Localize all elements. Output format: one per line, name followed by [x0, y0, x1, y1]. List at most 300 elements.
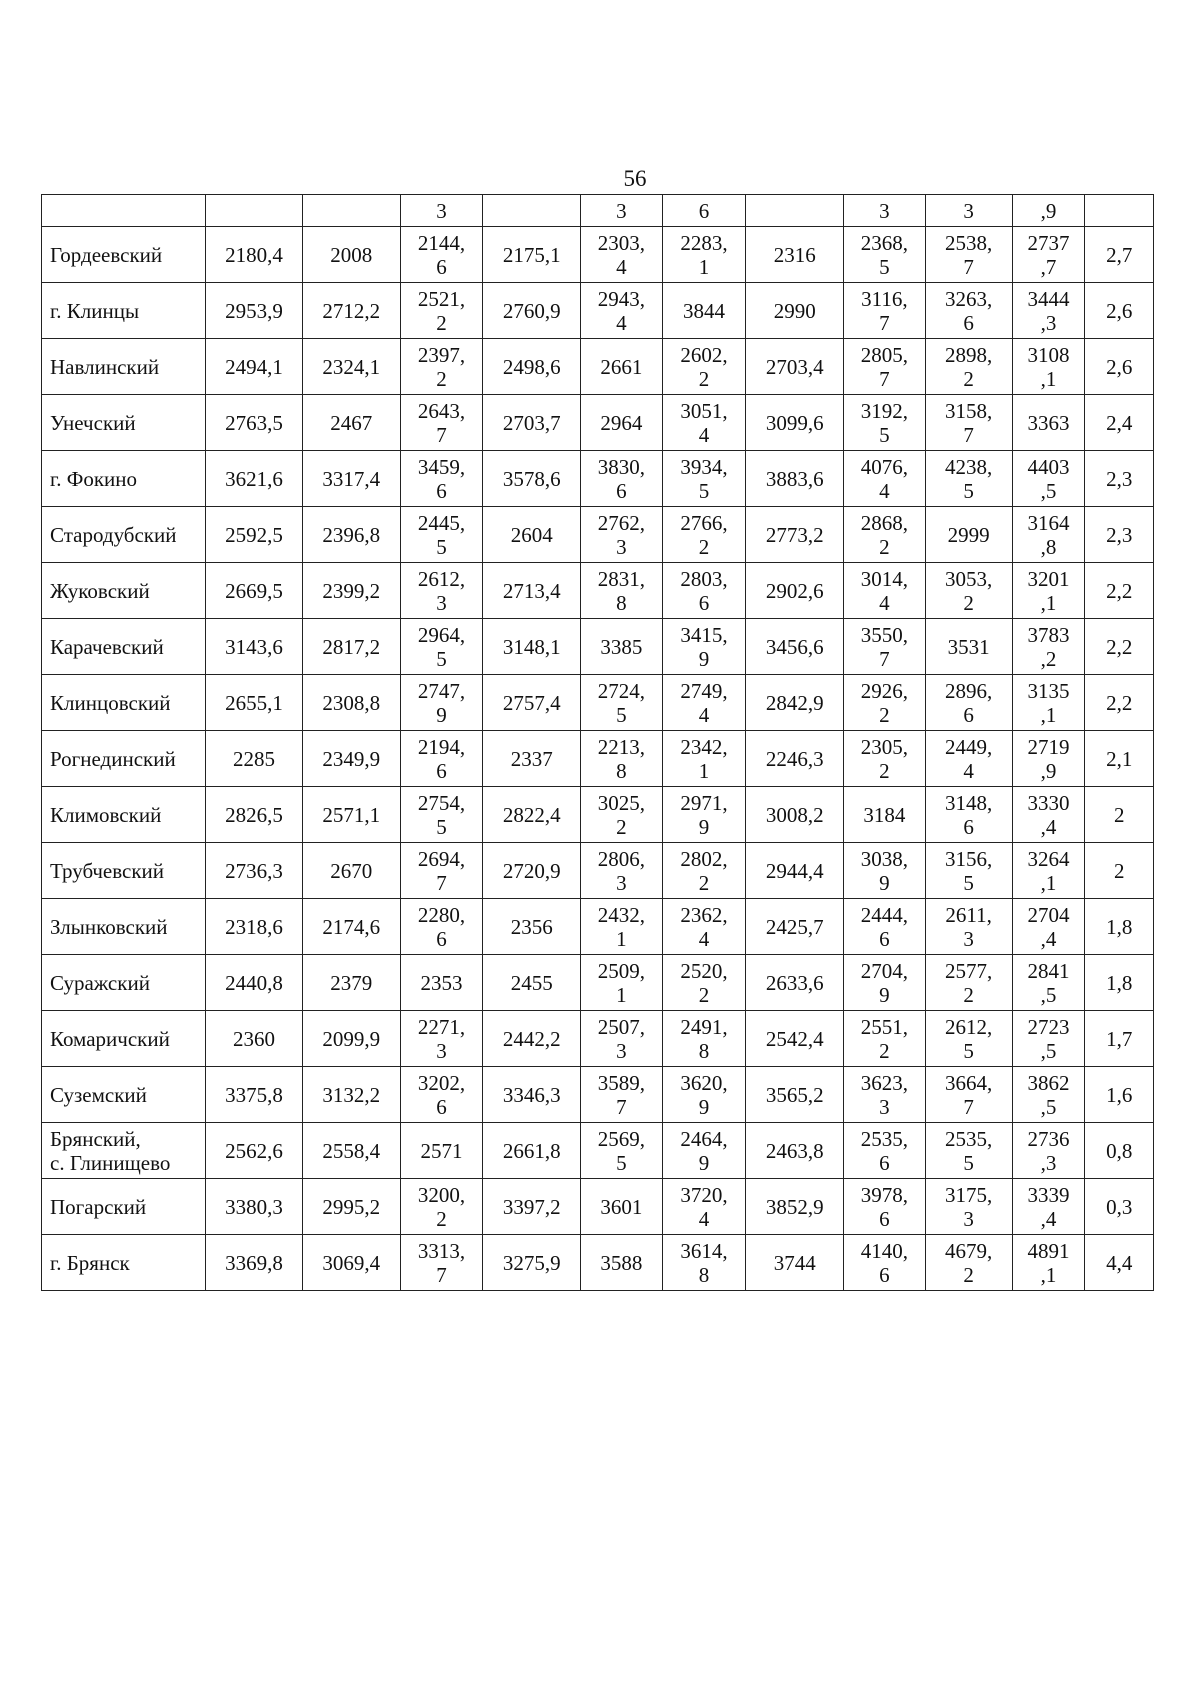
cell-line-2: 6: [963, 702, 974, 727]
value-cell: [844, 339, 926, 395]
value-cell: [581, 283, 663, 339]
value-cell: 2316: [746, 227, 844, 283]
cell-line-1: 3156,: [945, 846, 993, 871]
district-name: Трубчевский: [42, 843, 206, 899]
cell-line-2: ,5: [1040, 1094, 1057, 1119]
cell-line-2: 3: [963, 926, 974, 951]
cell-line-1: 2521,: [417, 286, 466, 311]
value-cell: [581, 451, 663, 507]
value-cell: [662, 1235, 746, 1291]
value-cell: [581, 899, 663, 955]
value-cell: [925, 563, 1012, 619]
value-cell: [844, 507, 926, 563]
cell-line-2: 3: [436, 590, 447, 615]
cell-line-1: 2841: [1027, 958, 1070, 983]
cell-line-1: 2491,: [680, 1014, 728, 1039]
cell-line-2: 2: [698, 366, 710, 391]
value-cell: 0,3: [1085, 1179, 1154, 1235]
value-cell: 2712,2: [302, 283, 400, 339]
header-cell-10: ,9: [1012, 195, 1085, 227]
cell-line-2: ,4: [1040, 814, 1057, 839]
value-cell: [400, 339, 483, 395]
value-cell: 2,2: [1085, 675, 1154, 731]
cell-line-2: 1: [616, 982, 627, 1007]
cell-line-2: ,7: [1040, 254, 1057, 279]
value-cell: [925, 1235, 1012, 1291]
value-cell: 2542,4: [746, 1011, 844, 1067]
cell-line-1: 3783: [1027, 622, 1070, 647]
value-cell: 3588: [581, 1235, 663, 1291]
cell-line-1: 2754,: [417, 790, 466, 815]
header-cell-5: 3: [581, 195, 663, 227]
value-cell: [844, 395, 926, 451]
value-cell: 2349,9: [302, 731, 400, 787]
value-cell: 2,3: [1085, 507, 1154, 563]
cell-line-2: 7: [436, 1262, 447, 1287]
value-cell: 3363: [1012, 395, 1085, 451]
value-cell: [925, 1067, 1012, 1123]
value-cell: [1012, 731, 1085, 787]
cell-line-2: 6: [963, 814, 974, 839]
cell-line-2: 7: [879, 366, 890, 391]
value-cell: 3148,1: [483, 619, 581, 675]
cell-line-2: 7: [879, 646, 890, 671]
cell-line-1: 2896,: [945, 678, 993, 703]
value-cell: [581, 787, 663, 843]
value-cell: 2,4: [1085, 395, 1154, 451]
value-cell: 2661: [581, 339, 663, 395]
cell-line-2: 4: [698, 1206, 710, 1231]
cell-line-2: 9: [698, 1150, 710, 1175]
value-cell: [925, 227, 1012, 283]
cell-line-1: 3862: [1027, 1070, 1070, 1095]
value-cell: 2,2: [1085, 619, 1154, 675]
value-cell: 2562,6: [206, 1123, 303, 1179]
value-cell: 2902,6: [746, 563, 844, 619]
table-row: [42, 787, 1154, 843]
district-name: Суражский: [42, 955, 206, 1011]
cell-line-2: 7: [963, 1094, 974, 1119]
cell-line-1: 2964,: [417, 622, 466, 647]
value-cell: [581, 507, 663, 563]
district-name: г. Клинцы: [42, 283, 206, 339]
cell-line-1: 3148,: [945, 790, 993, 815]
table-row: [42, 507, 1154, 563]
value-cell: [662, 675, 746, 731]
cell-line-1: 4076,: [860, 454, 909, 479]
value-cell: 2817,2: [302, 619, 400, 675]
value-cell: [400, 1011, 483, 1067]
value-cell: 2822,4: [483, 787, 581, 843]
value-cell: 2703,4: [746, 339, 844, 395]
value-cell: 2494,1: [206, 339, 303, 395]
cell-line-2: ,1: [1040, 702, 1057, 727]
value-cell: 2703,7: [483, 395, 581, 451]
cell-line-2: 6: [436, 926, 447, 951]
cell-line-2: ,1: [1040, 1262, 1057, 1287]
value-cell: [662, 787, 746, 843]
value-cell: [1012, 955, 1085, 1011]
cell-line-1: 3038,: [860, 846, 909, 871]
value-cell: [1012, 1123, 1085, 1179]
value-cell: [925, 731, 1012, 787]
cell-line-1: 4891: [1027, 1238, 1070, 1263]
cell-line-2: 3: [616, 870, 627, 895]
cell-line-2: 8: [616, 590, 627, 615]
cell-line-1: 2368,: [860, 230, 909, 255]
district-name: г. Фокино: [42, 451, 206, 507]
value-cell: [400, 451, 483, 507]
value-cell: [400, 1067, 483, 1123]
district-name: Суземский: [42, 1067, 206, 1123]
cell-line-2: 5: [963, 870, 974, 895]
value-cell: 3275,9: [483, 1235, 581, 1291]
value-cell: 2763,5: [206, 395, 303, 451]
cell-line-1: 2762,: [597, 510, 645, 535]
cell-line-2: 2: [879, 702, 890, 727]
cell-line-1: 4679,: [945, 1238, 993, 1263]
cell-line-2: 5: [616, 1150, 627, 1175]
cell-line-1: 2551,: [860, 1014, 909, 1039]
cell-line-1: 2194,: [417, 734, 466, 759]
value-cell: 3069,4: [302, 1235, 400, 1291]
value-cell: [925, 339, 1012, 395]
value-cell: 2: [1085, 787, 1154, 843]
header-cell-1: [206, 195, 303, 227]
cell-line-1: 2144,: [417, 230, 466, 255]
value-cell: [1012, 899, 1085, 955]
cell-line-2: 7: [616, 1094, 627, 1119]
value-cell: [400, 787, 483, 843]
header-cell-6: 6: [662, 195, 746, 227]
cell-line-2: 9: [879, 870, 890, 895]
cell-line-1: 3459,: [417, 454, 466, 479]
cell-line-2: 4: [616, 254, 627, 279]
value-cell: 3531: [925, 619, 1012, 675]
cell-line-1: 2303,: [597, 230, 645, 255]
value-cell: [662, 451, 746, 507]
value-cell: 2736,3: [206, 843, 303, 899]
cell-line-2: 7: [879, 310, 890, 335]
cell-line-2: 6: [436, 254, 447, 279]
cell-line-1: 3158,: [945, 398, 993, 423]
value-cell: [581, 563, 663, 619]
cell-line-1: 2397,: [417, 342, 466, 367]
cell-line-1: 2803,: [680, 566, 728, 591]
cell-line-1: 2569,: [597, 1126, 645, 1151]
value-cell: 2999: [925, 507, 1012, 563]
value-cell: [844, 563, 926, 619]
table-row: [42, 731, 1154, 787]
value-cell: [1012, 1011, 1085, 1067]
cell-line-2: 2: [879, 534, 890, 559]
cell-line-2: 2: [963, 982, 974, 1007]
value-cell: 3143,6: [206, 619, 303, 675]
cell-line-2: 4: [616, 310, 627, 335]
value-cell: 3456,6: [746, 619, 844, 675]
cell-line-1: 3116,: [861, 286, 908, 311]
cell-line-1: 3025,: [597, 790, 645, 815]
value-cell: [1012, 1179, 1085, 1235]
cell-line-2: 6: [698, 590, 710, 615]
value-cell: 3565,2: [746, 1067, 844, 1123]
cell-line-2: 7: [436, 870, 447, 895]
cell-line-2: 4: [698, 422, 710, 447]
value-cell: 2,2: [1085, 563, 1154, 619]
header-row: [42, 195, 1154, 227]
cell-line-2: 5: [963, 1038, 974, 1063]
cell-line-1: 3978,: [860, 1182, 909, 1207]
value-cell: 3132,2: [302, 1067, 400, 1123]
table-row: [42, 843, 1154, 899]
table-row: [42, 563, 1154, 619]
value-cell: [662, 1011, 746, 1067]
cell-line-2: 2: [698, 870, 710, 895]
cell-line-1: 4140,: [860, 1238, 909, 1263]
value-cell: 2953,9: [206, 283, 303, 339]
cell-line-2: 6: [879, 1206, 890, 1231]
cell-line-2: 3: [963, 1206, 974, 1231]
value-cell: [581, 1123, 663, 1179]
value-cell: [925, 1011, 1012, 1067]
header-cell-3: 3: [400, 195, 483, 227]
cell-line-1: 2747,: [417, 678, 466, 703]
cell-line-1: 3202,: [417, 1070, 466, 1095]
value-cell: [1012, 1067, 1085, 1123]
table-row: [42, 1067, 1154, 1123]
cell-line-1: 2643,: [417, 398, 466, 423]
value-cell: [400, 731, 483, 787]
cell-line-1: 2704: [1027, 902, 1070, 927]
value-cell: 2174,6: [302, 899, 400, 955]
cell-line-2: 7: [436, 422, 447, 447]
value-cell: 2757,4: [483, 675, 581, 731]
cell-line-2: 9: [879, 982, 890, 1007]
cell-line-2: 8: [698, 1262, 710, 1287]
cell-line-1: 2612,: [417, 566, 466, 591]
district-name: Стародубский: [42, 507, 206, 563]
district-name: Комаричский: [42, 1011, 206, 1067]
cell-line-1: 2342,: [680, 734, 728, 759]
table-row: [42, 619, 1154, 675]
value-cell: 2442,2: [483, 1011, 581, 1067]
district-name: Климовский: [42, 787, 206, 843]
district-name: Карачевский: [42, 619, 206, 675]
cell-line-2: 2: [879, 1038, 890, 1063]
cell-line-2: 2: [963, 366, 974, 391]
page-number: 56: [623, 166, 647, 191]
value-cell: 2842,9: [746, 675, 844, 731]
cell-line-1: 2766,: [680, 510, 728, 535]
cell-line-1: 3589,: [597, 1070, 645, 1095]
cell-line-2: 5: [616, 702, 627, 727]
cell-line-2: 3: [616, 534, 627, 559]
value-cell: 3184: [844, 787, 926, 843]
value-cell: 2318,6: [206, 899, 303, 955]
value-cell: [400, 675, 483, 731]
value-cell: [925, 283, 1012, 339]
cell-line-1: 3135: [1027, 678, 1070, 703]
district-name: Гордеевский: [42, 227, 206, 283]
cell-line-2: ,1: [1040, 870, 1057, 895]
cell-line-2: ,8: [1040, 534, 1057, 559]
cell-line-1: 3313,: [417, 1238, 466, 1263]
cell-line-2: ,9: [1040, 758, 1057, 783]
table-body: [42, 195, 1154, 1291]
value-cell: 2356: [483, 899, 581, 955]
value-cell: [662, 955, 746, 1011]
value-cell: [1012, 227, 1085, 283]
cell-line-1: 3192,: [860, 398, 909, 423]
cell-line-2: 6: [616, 478, 627, 503]
cell-line-2: 7: [963, 422, 974, 447]
value-cell: [925, 675, 1012, 731]
cell-line-1: 2612,: [945, 1014, 993, 1039]
cell-line-2: ,1: [1040, 366, 1057, 391]
value-cell: 2099,9: [302, 1011, 400, 1067]
cell-line-2: 5: [436, 646, 447, 671]
value-cell: [844, 1011, 926, 1067]
value-cell: 2396,8: [302, 507, 400, 563]
cell-line-1: 3550,: [860, 622, 909, 647]
cell-line-1: 3263,: [945, 286, 993, 311]
value-cell: [581, 227, 663, 283]
cell-line-1: 4403: [1027, 454, 1070, 479]
cell-line-1: 2602,: [680, 342, 728, 367]
value-cell: [662, 1123, 746, 1179]
value-cell: 2425,7: [746, 899, 844, 955]
cell-line-1: 2449,: [945, 734, 993, 759]
value-cell: 3578,6: [483, 451, 581, 507]
value-cell: 3369,8: [206, 1235, 303, 1291]
cell-line-1: 2737: [1027, 230, 1070, 255]
value-cell: 3397,2: [483, 1179, 581, 1235]
cell-line-2: 4: [963, 758, 974, 783]
value-cell: 3099,6: [746, 395, 844, 451]
cell-line-2: 1: [616, 926, 627, 951]
value-cell: 3317,4: [302, 451, 400, 507]
value-cell: 2558,4: [302, 1123, 400, 1179]
value-cell: [925, 899, 1012, 955]
value-cell: [1012, 843, 1085, 899]
cell-line-1: 2280,: [417, 902, 466, 927]
cell-line-2: 6: [436, 478, 447, 503]
cell-line-1: 3200,: [417, 1182, 466, 1207]
cell-line-1: 2445,: [417, 510, 466, 535]
value-cell: 3380,3: [206, 1179, 303, 1235]
value-cell: 2944,4: [746, 843, 844, 899]
cell-line-2: ,4: [1040, 926, 1057, 951]
cell-line-1: 2802,: [680, 846, 728, 871]
cell-line-2: 6: [879, 1262, 890, 1287]
value-cell: 2,3: [1085, 451, 1154, 507]
value-cell: 2990: [746, 283, 844, 339]
value-cell: [1012, 283, 1085, 339]
cell-line-2: 2: [879, 758, 890, 783]
cell-line-1: 3164: [1027, 510, 1070, 535]
district-name: Жуковский: [42, 563, 206, 619]
cell-line-1: 3108: [1027, 342, 1070, 367]
value-cell: 3601: [581, 1179, 663, 1235]
value-cell: 2571: [400, 1123, 483, 1179]
value-cell: 2337: [483, 731, 581, 787]
district-name: Злынковский: [42, 899, 206, 955]
cell-line-2: 3: [436, 1038, 447, 1063]
value-cell: 2379: [302, 955, 400, 1011]
cell-line-1: Брянский,: [50, 1126, 141, 1151]
value-cell: 2360: [206, 1011, 303, 1067]
value-cell: [1012, 675, 1085, 731]
value-cell: 0,8: [1085, 1123, 1154, 1179]
table-row: [42, 899, 1154, 955]
cell-line-1: 2806,: [597, 846, 645, 871]
value-cell: 3621,6: [206, 451, 303, 507]
cell-line-1: 2538,: [945, 230, 993, 255]
cell-line-2: 5: [963, 478, 974, 503]
value-cell: 2760,9: [483, 283, 581, 339]
value-cell: 2463,8: [746, 1123, 844, 1179]
cell-line-2: 4: [698, 702, 710, 727]
value-cell: [662, 731, 746, 787]
value-cell: 2964: [581, 395, 663, 451]
value-cell: 2571,1: [302, 787, 400, 843]
cell-line-1: 2694,: [417, 846, 466, 871]
value-cell: [662, 1179, 746, 1235]
district-name: Погарский: [42, 1179, 206, 1235]
header-cell-8: 3: [844, 195, 926, 227]
value-cell: 2455: [483, 955, 581, 1011]
value-cell: [844, 731, 926, 787]
value-cell: [581, 843, 663, 899]
cell-line-1: 3175,: [945, 1182, 993, 1207]
cell-line-1: 2507,: [597, 1014, 645, 1039]
cell-line-2: 2: [436, 1206, 447, 1231]
value-cell: 2324,1: [302, 339, 400, 395]
table-row: [42, 451, 1154, 507]
value-cell: [581, 955, 663, 1011]
cell-line-2: 1: [698, 254, 710, 279]
value-cell: [662, 619, 746, 675]
cell-line-1: 2283,: [680, 230, 728, 255]
district-name: Рогнединский: [42, 731, 206, 787]
value-cell: 2440,8: [206, 955, 303, 1011]
table-row: [42, 1235, 1154, 1291]
cell-line-1: 3830,: [597, 454, 645, 479]
header-cell-7: [746, 195, 844, 227]
value-cell: 2246,3: [746, 731, 844, 787]
value-cell: 2008: [302, 227, 400, 283]
table-row: [42, 339, 1154, 395]
value-cell: 2826,5: [206, 787, 303, 843]
cell-line-1: 2943,: [597, 286, 645, 311]
cell-line-2: 5: [963, 1150, 974, 1175]
value-cell: [662, 563, 746, 619]
value-cell: 2,6: [1085, 283, 1154, 339]
cell-line-2: 4: [879, 478, 890, 503]
cell-line-2: 6: [436, 1094, 447, 1119]
cell-line-2: 2: [698, 982, 710, 1007]
value-cell: [662, 899, 746, 955]
cell-line-1: 3623,: [860, 1070, 909, 1095]
cell-line-1: 2520,: [680, 958, 728, 983]
table-row: [42, 1011, 1154, 1067]
cell-line-2: 6: [436, 758, 447, 783]
value-cell: 2592,5: [206, 507, 303, 563]
value-cell: [925, 395, 1012, 451]
cell-line-2: 9: [436, 702, 447, 727]
cell-line-2: 2: [963, 1262, 974, 1287]
value-cell: 2180,4: [206, 227, 303, 283]
